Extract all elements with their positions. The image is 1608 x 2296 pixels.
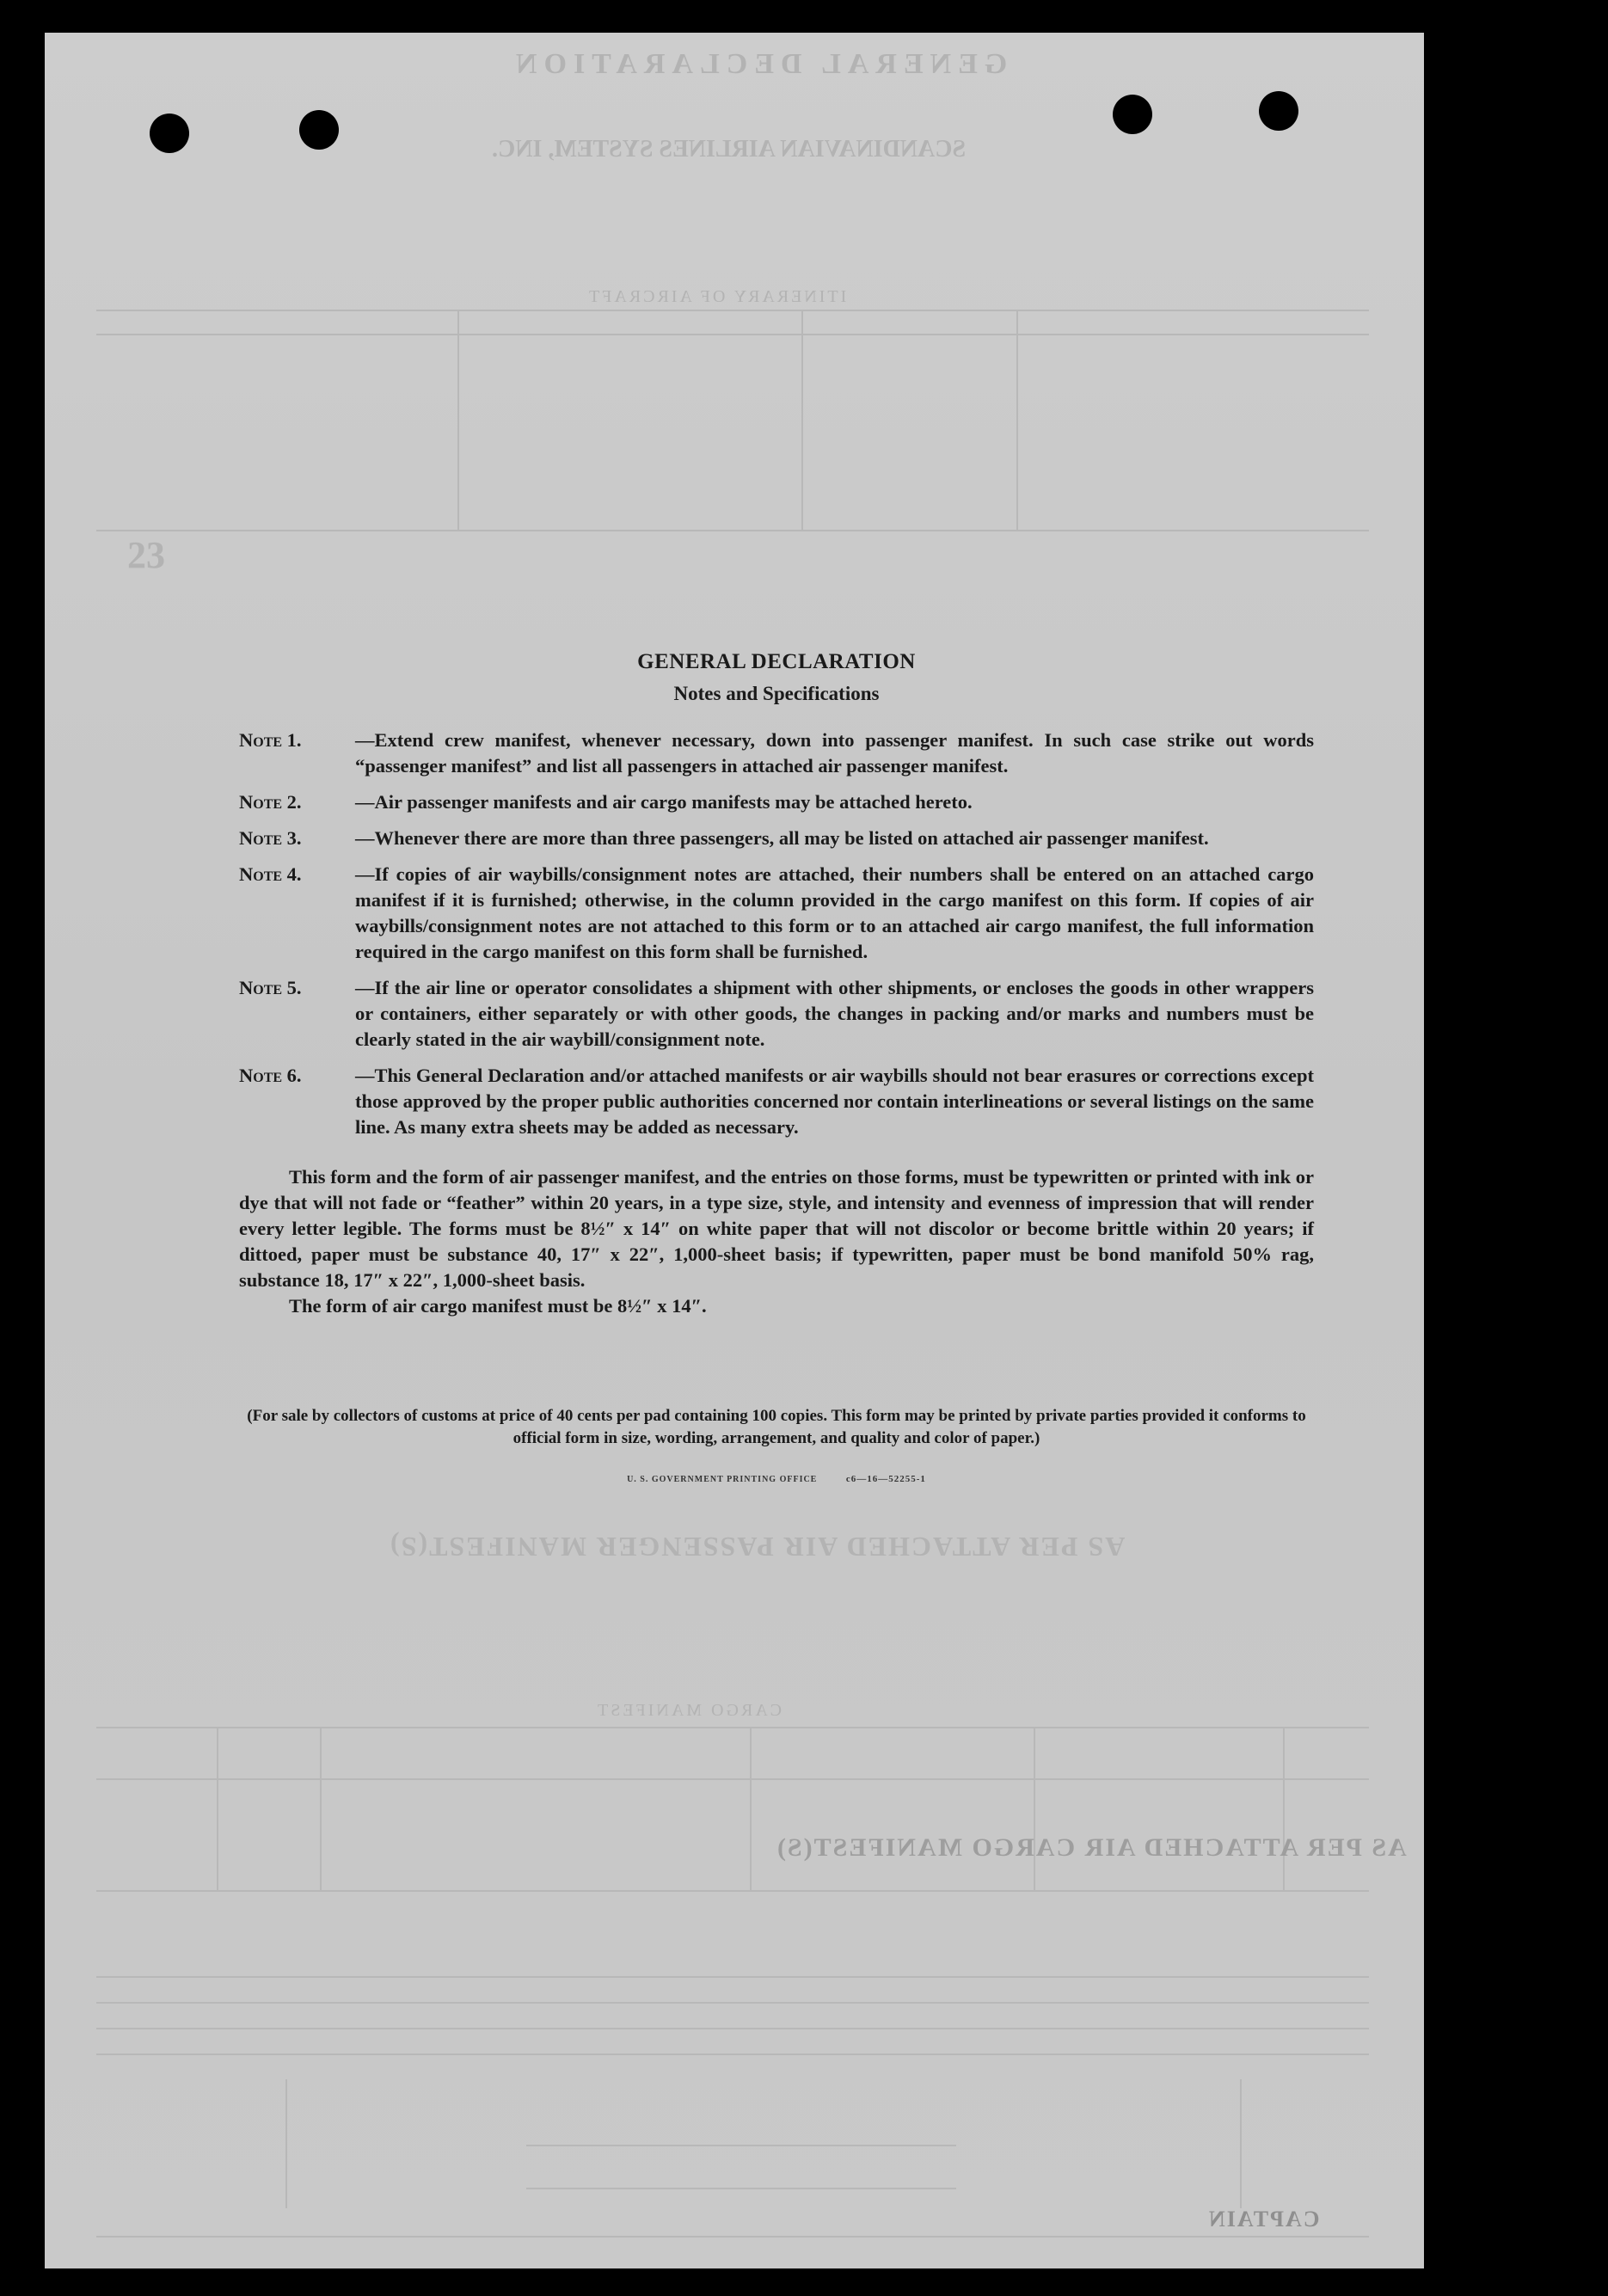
bleed-through-rule [96, 1976, 1369, 1978]
bleed-through-rule [320, 1727, 322, 1890]
note-label: Note 5. [239, 977, 302, 998]
bleed-through-rule [96, 334, 1369, 335]
bleed-through-rule [526, 2188, 956, 2189]
bleed-through-rule [1240, 2079, 1242, 2208]
bleed-through-rule [96, 1727, 1369, 1728]
note-label: Note 3. [239, 827, 302, 849]
note-label: Note 1. [239, 729, 302, 751]
note-1 [239, 727, 1314, 779]
note-6 [239, 1063, 1314, 1140]
form-requirements-paragraph: This form and the form of air passenger manifest, and the entries on those forms, must be typewritten or printed with ink or dye that will not fade or “feather” within 20 years, in a type size, style, and intensity and evenness of impression that will render every letter legible. The forms must be 8½″ x 14″ on white paper that will not discolor or become brittle within 20 years; if dittoed, paper must be substance 40, 17″ x 22″, 1,000-sheet basis; if typewritten, paper must be bond manifold 50% rag, substance 18, 17″ x 22″, 1,000-sheet basis. [239, 1166, 1314, 1291]
page-title: GENERAL DECLARATION [637, 650, 916, 673]
bleed-through-rule [750, 1727, 752, 1890]
note-2 [239, 789, 1314, 815]
note-text: —If the air line or operator consolidates a shipment with other shipments, or encloses the goods in other wrappers or containers, either separately or with other goods, the changes in packing and/or marks and numbers must be clearly stated in the air waybill/consignment note. [355, 977, 1314, 1050]
punch-hole [150, 114, 189, 153]
punch-hole [1259, 91, 1298, 131]
bleed-through-rule [96, 2028, 1369, 2029]
note-text: —Air passenger manifests and air cargo manifests may be attached hereto. [355, 791, 973, 813]
bleed-through-rule [96, 1778, 1369, 1780]
cargo-manifest-size-line: The form of air cargo manifest must be 8½″ x 14″. [289, 1295, 707, 1317]
bleed-through-operator: SCANDINAVIAN AIRLINES SYSTEM, INC. [492, 136, 967, 163]
note-text: —Whenever there are more than three passengers, all may be listed on attached air passenger manifest. [355, 827, 1209, 849]
bleed-through-page-number: 23 [127, 534, 165, 576]
document-page [45, 33, 1424, 2268]
bleed-through-title: GENERAL DECLARATION [509, 48, 1008, 80]
note-label: Note 4. [239, 863, 302, 885]
bleed-through-rule [96, 2054, 1369, 2055]
note-label: Note 6. [239, 1065, 302, 1086]
punch-hole [1113, 95, 1152, 134]
bleed-through-stamp-passenger: AS PER ATTACHED AIR PASSENGER MANIFEST(S) [389, 1532, 1126, 1562]
bleed-through-rule [1034, 1727, 1035, 1890]
bleed-through-rule [96, 2236, 1369, 2238]
note-text: —Extend crew manifest, whenever necessary, down into passenger manifest. In such case strike out words “passenger manifest” and list all passengers in attached air passenger manifest. [355, 729, 1314, 777]
bleed-through-itinerary: ITINERARY OF AIRCRAFT [586, 287, 847, 306]
punch-hole [299, 110, 339, 150]
bleed-through-rule [1016, 310, 1018, 530]
bleed-through-rule [1283, 1727, 1285, 1890]
page-subtitle: Notes and Specifications [673, 683, 880, 704]
bleed-through-rule [96, 530, 1369, 531]
bleed-through-captain: CAPTAIN [1207, 2207, 1320, 2232]
bleed-through-rule [217, 1727, 218, 1890]
bleed-through-rule [96, 2002, 1369, 2004]
printer-name: U. S. GOVERNMENT PRINTING OFFICE [627, 1475, 818, 1484]
note-text: —This General Declaration and/or attached manifests or air waybills should not bear erasures or corrections except those approved by the proper public authorities concerned nor contain interlineations or several listings on the same line. As many extra sheets may be added as necessary. [355, 1065, 1314, 1138]
printer-code: c6—16—52255-1 [845, 1474, 926, 1484]
bleed-through-stamp-cargo: AS PER ATTACHED AIR CARGO MANIFEST(S) [776, 1833, 1407, 1862]
bleed-through-cargo-section: CARGO MANIFEST [595, 1701, 783, 1720]
bleed-through-rule [526, 2145, 956, 2146]
bleed-through-rule [96, 310, 1369, 311]
bleed-through-rule [457, 310, 459, 530]
note-text: —If copies of air waybills/consignment notes are attached, their numbers shall be entered on an attached cargo manifest if it is furnished; otherwise, in the column provided in the cargo manifest on this form. If copies of air waybills/consignment notes are not attached to this form or to an attached air cargo manifest, the full information required in the cargo manifest on this form shall be furnished. [355, 863, 1314, 962]
note-5 [239, 975, 1314, 1053]
bleed-through-rule [801, 310, 803, 530]
bleed-through-rule [96, 1890, 1369, 1892]
bleed-through-rule [285, 2079, 287, 2208]
note-4 [239, 862, 1314, 965]
printer-imprint [239, 1474, 1314, 1484]
note-3 [239, 826, 1314, 851]
notes-section [239, 650, 1314, 1484]
sale-notice: (For sale by collectors of customs at price of 40 cents per pad containing 100 copies. This form may be printed by private parties provided it conforms to official form in size, wording, arrangement, and quality and color of paper.) [247, 1407, 1306, 1447]
note-label: Note 2. [239, 791, 302, 813]
